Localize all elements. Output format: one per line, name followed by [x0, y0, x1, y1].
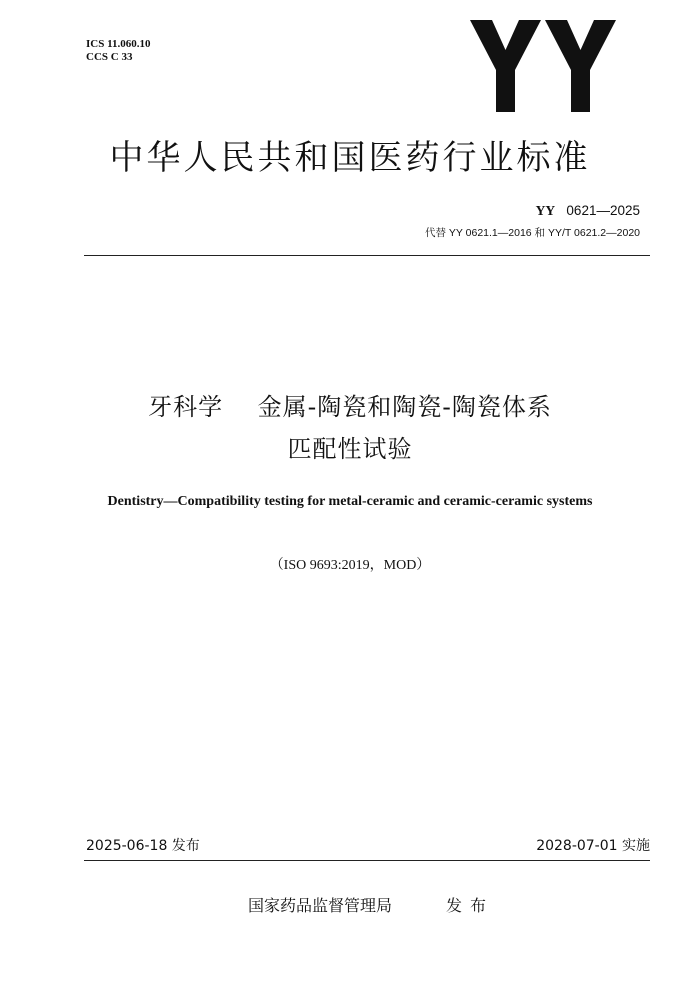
yy-logo — [470, 20, 616, 112]
ccs-code: CCS C 33 — [86, 51, 133, 63]
logo-letter-y-1 — [470, 20, 541, 112]
standard-number — [536, 202, 640, 220]
replaces-note: 代替 YY 0621.1—2016 和 YY/T 0621.2—2020 — [425, 227, 640, 239]
title-zh-line-2: 匹配性试验 — [287, 435, 413, 463]
issue-date: 2025-06-18 发布 — [86, 838, 200, 854]
ics-code: ICS 11.060.10 — [86, 38, 151, 50]
logo-letter-y-2 — [545, 20, 616, 112]
standard-prefix: YY — [535, 203, 556, 218]
title-zh-line-1: 牙科学 金属-陶瓷和陶瓷-陶瓷体系 — [148, 393, 552, 421]
standard-type-title: 中华人民共和国医药行业标准 — [109, 138, 591, 178]
title-en: Dentistry—Compatibility testing for metal-ceramic and ceramic-ceramic systems — [107, 494, 593, 509]
implementation-date: 2028-07-01 实施 — [536, 838, 650, 854]
standard-number-value: 0621—2025 — [566, 203, 640, 218]
footer-divider — [84, 860, 650, 861]
classification-codes — [86, 38, 151, 64]
issuer-action: 发布 — [446, 896, 495, 915]
header-divider — [84, 255, 650, 256]
iso-reference: （ISO 9693:2019，MOD） — [269, 558, 431, 573]
issuer-name: 国家药品监督管理局 — [248, 896, 393, 915]
